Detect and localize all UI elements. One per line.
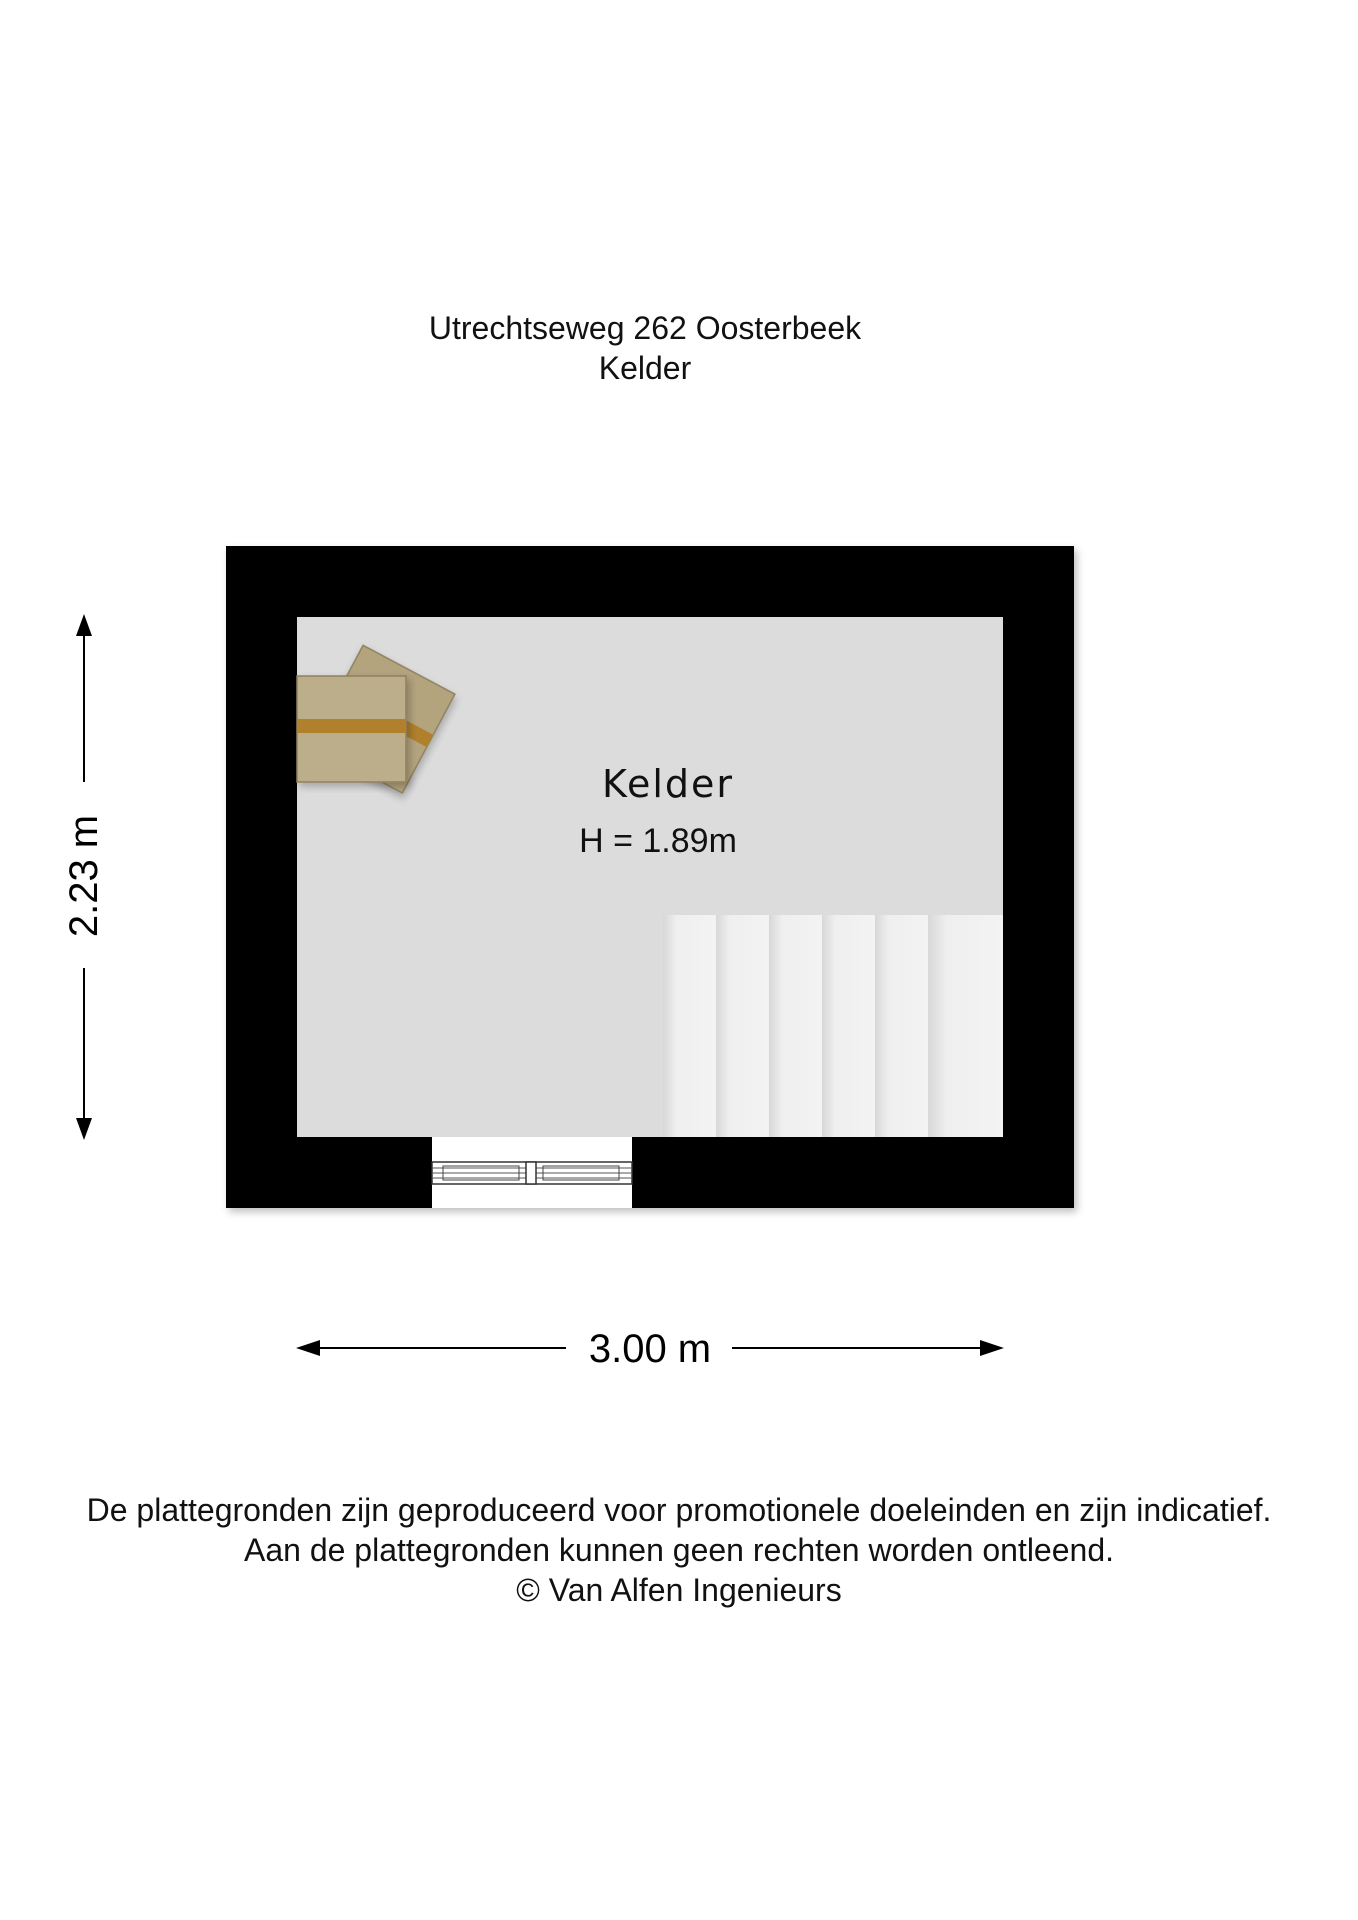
arrow-down-icon: [76, 1118, 92, 1140]
arrow-left-icon: [296, 1340, 320, 1356]
stair-step: [716, 915, 769, 1137]
stair-step: [769, 915, 822, 1137]
disclaimer-line-1: De plattegronden zijn geproduceerd voor promotionele doeleinden en zijn indicatief.: [86, 1492, 1272, 1528]
arrow-up-icon: [76, 614, 92, 636]
width-label: 3.00 m: [588, 1327, 712, 1371]
room-name: Kelder: [601, 762, 735, 806]
room-height: H = 1.89m: [579, 822, 737, 860]
stair-step: [663, 915, 716, 1137]
stair-step: [822, 915, 875, 1137]
window: [432, 1137, 632, 1208]
address-title: Utrechtseweg 262 Oosterbeek: [428, 310, 862, 346]
width-dimension: [296, 1327, 1004, 1371]
arrow-right-icon: [980, 1340, 1004, 1356]
disclaimer-line-2: Aan de plattegronden kunnen geen rechten worden ontleend.: [243, 1532, 1114, 1568]
floor-title: Kelder: [598, 350, 692, 386]
staircase: [663, 915, 1003, 1137]
depth-dimension: [62, 614, 106, 1140]
stair-step: [875, 915, 928, 1137]
disclaimer: [0, 1490, 1358, 1610]
copyright: © Van Alfen Ingenieurs: [516, 1572, 842, 1608]
stair-step: [928, 915, 1003, 1137]
depth-label: 2.23 m: [62, 814, 106, 938]
